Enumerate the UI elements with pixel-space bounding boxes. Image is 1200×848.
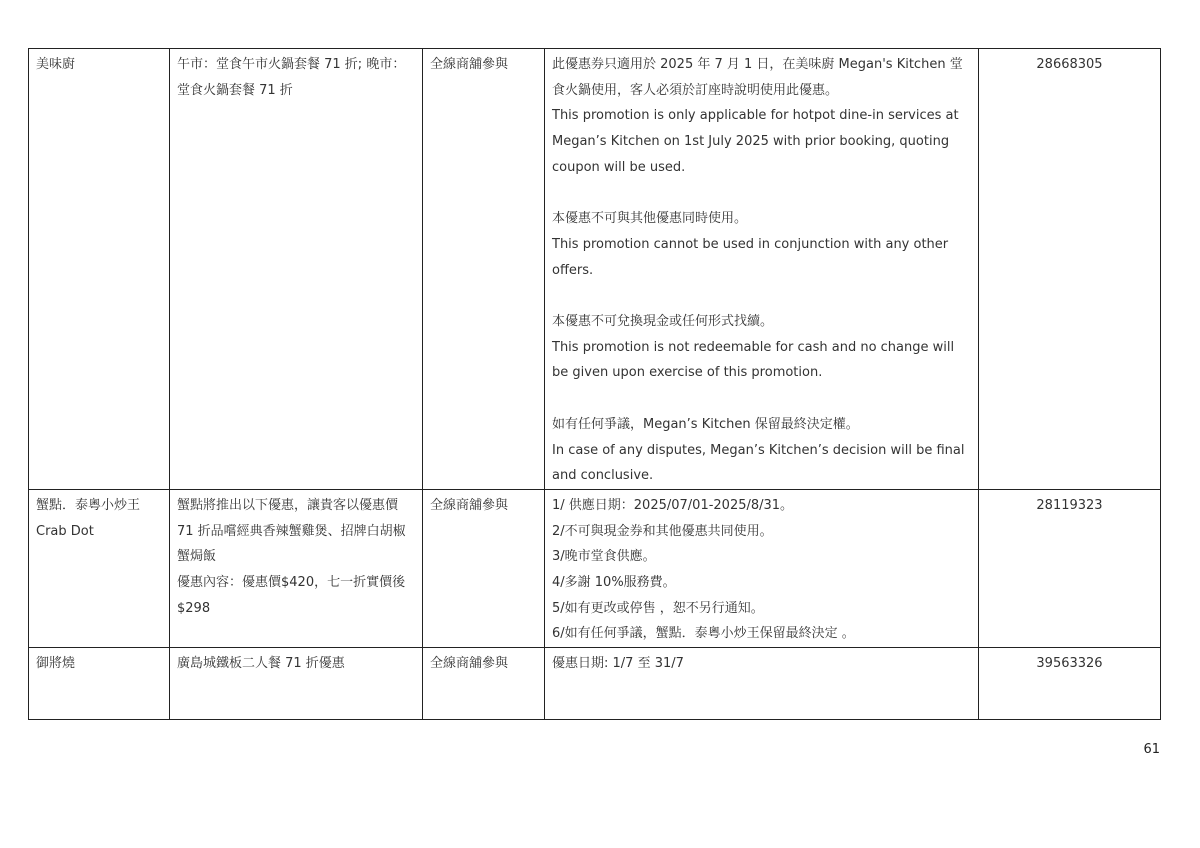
terms-text: 5/如有更改或停售 ，恕不另行通知。 (552, 600, 764, 616)
phone-number: 39563326 (1036, 656, 1103, 672)
phone-cell (979, 489, 1161, 647)
terms-cell (545, 489, 979, 647)
merchant-cell (29, 49, 170, 490)
table-row (29, 489, 1161, 647)
offer-cell (170, 648, 423, 720)
promotion-table (28, 48, 1161, 720)
participating-cell (423, 648, 545, 720)
merchant-name: 御將燒 (36, 656, 76, 672)
terms-text: 4/多謝 10%服務費。 (552, 575, 676, 591)
phone-number: 28119323 (1036, 497, 1103, 513)
terms-text: In case of any disputes, Megan’s Kitchen’s decision will be final and conclusive. (552, 442, 965, 484)
terms-text: 本優惠不可兌換現金或任何形式找續。 (552, 314, 774, 329)
phone-cell (979, 648, 1161, 720)
table-row (29, 648, 1161, 720)
terms-cell (545, 49, 979, 490)
terms-text: 本優惠不可與其他優惠同時使用。 (552, 211, 748, 227)
offer-text: 蟹點將推出以下優惠，讓貴客以優惠價 71 折品嚐經典香辣蟹雞煲、招牌白胡椒蟹焗飯 (177, 497, 406, 565)
terms-text: 2/不可與現金券和其他優惠共同使用。 (552, 523, 773, 539)
merchant-name: 蟹點．泰粵小炒王 Crab Dot (36, 497, 141, 539)
terms-spacer (552, 386, 971, 412)
terms-text: 此優惠券只適用於 2025 年 7 月 1 日，在美味廚 Megan's Kitchen 堂食火鍋使用，客人必須於訂座時說明使用此優惠。 (552, 57, 963, 98)
terms-text: This promotion is only applicable for hotpot dine-in services at Megan’s Kitchen on 1st July 2025 with prior booking, quoting coupon will be used. (552, 108, 959, 175)
participating-text: 全線商舖參與 (430, 656, 509, 672)
terms-text: This promotion cannot be used in conjunction with any other offers. (552, 236, 949, 278)
offer-cell (170, 489, 423, 647)
merchant-cell (29, 489, 170, 647)
phone-cell (979, 49, 1161, 490)
participating-text: 全線商舖參與 (430, 57, 509, 72)
participating-cell (423, 49, 545, 490)
terms-text: 1/ 供應日期：2025/07/01-2025/8/31。 (552, 497, 794, 513)
merchant-name: 美味廚 (36, 57, 76, 72)
offer-cell (170, 49, 423, 490)
phone-number: 28668305 (1036, 57, 1103, 72)
offer-text: 優惠內容：優惠價$420，七一折實價後 $298 (177, 575, 406, 616)
table-row (29, 49, 1161, 490)
page-number: 61 (1143, 742, 1160, 757)
terms-text: This promotion is not redeemable for cash and no change will be given upon exercise of this promotion. (552, 339, 955, 381)
terms-text: 6/如有任何爭議，蟹點．泰粵小炒王保留最終決定 。 (552, 626, 855, 642)
terms-cell (545, 648, 979, 720)
offer-text: 廣島城鐵板二人餐 71 折優惠 (177, 656, 345, 672)
terms-text: 3/晚市堂食供應。 (552, 549, 656, 565)
terms-spacer (552, 181, 971, 207)
offer-text: 午市：堂食午市火鍋套餐 71 折; 晚市：堂食火鍋套餐 71 折 (177, 57, 406, 98)
terms-text: 優惠日期: 1/7 至 31/7 (552, 656, 684, 672)
merchant-cell (29, 648, 170, 720)
terms-spacer (552, 283, 971, 309)
terms-text: 如有任何爭議，Megan’s Kitchen 保留最終決定權。 (552, 416, 859, 432)
participating-cell (423, 489, 545, 647)
participating-text: 全線商舖參與 (430, 497, 509, 513)
